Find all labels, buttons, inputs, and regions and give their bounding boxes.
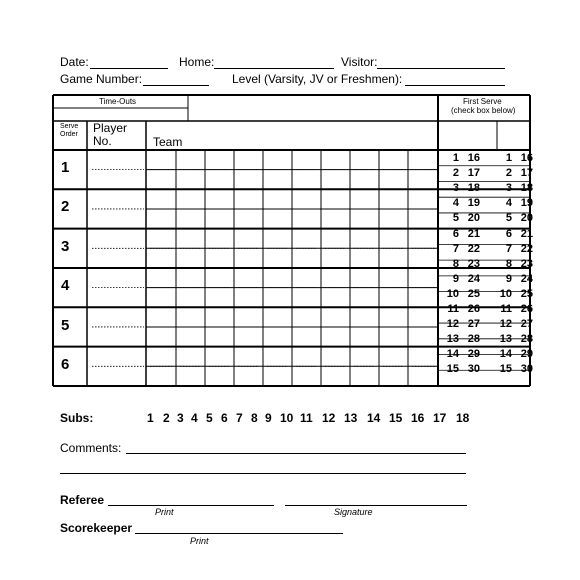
score-number-low[interactable]: 7 xyxy=(505,242,512,255)
serve-order-number: 5 xyxy=(61,317,70,334)
scorekeeper-print-caption: Print xyxy=(190,536,209,546)
score-number-low[interactable]: 5 xyxy=(452,212,459,225)
scorekeeper-print-field[interactable] xyxy=(135,533,343,534)
visitor-label: Visitor: xyxy=(341,55,378,69)
player-no-line1: Player xyxy=(93,121,128,135)
sub-number[interactable]: 4 xyxy=(191,411,198,425)
score-number-low[interactable]: 4 xyxy=(505,197,512,210)
game-number-label: Game Number: xyxy=(60,72,143,86)
score-number-low[interactable]: 3 xyxy=(505,182,512,195)
sub-number[interactable]: 18 xyxy=(456,411,470,425)
score-number-low[interactable]: 9 xyxy=(452,272,459,285)
sub-number[interactable]: 12 xyxy=(322,411,336,425)
score-number-high[interactable]: 27 xyxy=(467,318,480,331)
first-serve-label: First Serve xyxy=(463,97,502,106)
score-number-high[interactable]: 29 xyxy=(520,348,533,361)
referee-print-caption: Print xyxy=(155,507,174,517)
team-label: Team xyxy=(153,135,183,149)
score-number-high[interactable]: 27 xyxy=(520,318,533,331)
score-number-high[interactable]: 20 xyxy=(467,212,480,225)
score-number-high[interactable]: 16 xyxy=(467,152,480,164)
score-number-high[interactable]: 18 xyxy=(467,182,480,195)
score-number-low[interactable]: 1 xyxy=(505,152,512,164)
score-number-low[interactable]: 2 xyxy=(452,167,459,180)
sub-number[interactable]: 6 xyxy=(221,411,228,425)
serve-order-line2: Order xyxy=(60,131,78,138)
sub-number[interactable]: 9 xyxy=(265,411,272,425)
score-number-low[interactable]: 3 xyxy=(452,182,459,195)
score-number-low[interactable]: 13 xyxy=(499,333,512,346)
score-number-high[interactable]: 16 xyxy=(520,152,533,164)
score-number-high[interactable]: 30 xyxy=(467,363,480,376)
score-number-low[interactable]: 9 xyxy=(505,272,512,285)
score-number-low[interactable]: 6 xyxy=(505,227,512,240)
score-number-low[interactable]: 15 xyxy=(499,363,512,376)
score-number-high[interactable]: 22 xyxy=(520,242,533,255)
sub-number[interactable]: 17 xyxy=(433,411,447,425)
score-number-high[interactable]: 17 xyxy=(467,167,480,180)
score-number-high[interactable]: 25 xyxy=(520,287,533,300)
serve-order-number: 6 xyxy=(61,356,70,373)
score-number-high[interactable]: 17 xyxy=(520,167,533,180)
serve-order-number: 4 xyxy=(61,277,70,294)
score-number-high[interactable]: 21 xyxy=(467,227,480,240)
sub-number[interactable]: 11 xyxy=(300,411,313,425)
serve-order-number: 3 xyxy=(61,238,70,255)
referee-signature-caption: Signature xyxy=(334,507,373,517)
score-number-low[interactable]: 14 xyxy=(499,348,512,361)
score-number-low[interactable]: 2 xyxy=(505,167,512,180)
sub-number[interactable]: 3 xyxy=(177,411,184,425)
sub-number[interactable]: 7 xyxy=(236,411,243,425)
score-number-low[interactable]: 6 xyxy=(452,227,459,240)
score-number-low[interactable]: 10 xyxy=(446,287,459,300)
score-number-high[interactable]: 26 xyxy=(467,303,480,315)
referee-print-field[interactable] xyxy=(108,505,274,506)
score-number-high[interactable]: 21 xyxy=(520,227,533,240)
score-number-low[interactable]: 8 xyxy=(452,257,459,270)
score-number-high[interactable]: 28 xyxy=(467,333,480,346)
score-number-high[interactable]: 30 xyxy=(520,363,533,376)
score-number-high[interactable]: 19 xyxy=(467,197,480,210)
date-label: Date: xyxy=(60,55,89,69)
sub-number[interactable]: 16 xyxy=(411,411,425,425)
referee-signature-field[interactable] xyxy=(285,505,467,506)
timeouts-label: Time-Outs xyxy=(99,97,137,106)
score-number-high[interactable]: 24 xyxy=(467,272,480,285)
score-number-low[interactable]: 11 xyxy=(447,303,459,315)
score-number-low[interactable]: 12 xyxy=(499,318,512,331)
scorekeeper-label: Scorekeeper xyxy=(60,521,133,535)
score-number-low[interactable]: 5 xyxy=(505,212,512,225)
serve-order-number: 2 xyxy=(61,198,70,215)
score-number-low[interactable]: 15 xyxy=(446,363,459,376)
serve-order-number: 1 xyxy=(61,159,70,176)
first-serve-sublabel: (check box below) xyxy=(451,106,516,115)
score-number-high[interactable]: 23 xyxy=(520,257,533,270)
score-number-high[interactable]: 18 xyxy=(520,182,533,195)
referee-label: Referee xyxy=(60,493,105,507)
score-number-high[interactable]: 24 xyxy=(520,272,533,285)
score-number-high[interactable]: 22 xyxy=(467,242,480,255)
score-number-high[interactable]: 20 xyxy=(520,212,533,225)
comments-label: Comments: xyxy=(60,441,122,455)
sub-number[interactable]: 5 xyxy=(206,411,213,425)
score-number-low[interactable]: 1 xyxy=(452,152,459,164)
score-number-high[interactable]: 28 xyxy=(520,333,533,346)
score-number-high[interactable]: 25 xyxy=(467,287,480,300)
home-label: Home: xyxy=(179,55,215,69)
score-number-low[interactable]: 10 xyxy=(499,287,512,300)
sub-number[interactable]: 2 xyxy=(163,411,170,425)
score-number-low[interactable]: 8 xyxy=(505,257,512,270)
score-number-high[interactable]: 19 xyxy=(520,197,533,210)
comments-field[interactable] xyxy=(126,453,466,454)
sub-number[interactable]: 1 xyxy=(147,411,154,425)
sub-number[interactable]: 8 xyxy=(251,411,258,425)
score-number-low[interactable]: 13 xyxy=(446,333,459,346)
serve-order-line1: Serve xyxy=(60,123,79,130)
score-number-low[interactable]: 11 xyxy=(500,303,512,315)
sub-number[interactable]: 14 xyxy=(367,411,381,425)
sub-number[interactable]: 13 xyxy=(344,411,358,425)
sub-number[interactable]: 10 xyxy=(280,411,294,425)
score-number-low[interactable]: 7 xyxy=(452,242,459,255)
level-label: Level (Varsity, JV or Freshmen): xyxy=(232,72,403,86)
comments-field-line2[interactable] xyxy=(60,473,466,474)
score-number-low[interactable]: 12 xyxy=(446,318,459,331)
score-number-low[interactable]: 14 xyxy=(446,348,459,361)
score-number-high[interactable]: 23 xyxy=(467,257,480,270)
player-no-label xyxy=(93,122,127,148)
sub-number[interactable]: 15 xyxy=(389,411,403,425)
score-number-low[interactable]: 4 xyxy=(452,197,459,210)
score-number-high[interactable]: 29 xyxy=(467,348,480,361)
serve-order-label xyxy=(60,123,78,139)
subs-label: Subs: xyxy=(60,411,94,425)
player-no-line2: No. xyxy=(93,134,112,148)
score-number-high[interactable]: 26 xyxy=(520,303,533,315)
